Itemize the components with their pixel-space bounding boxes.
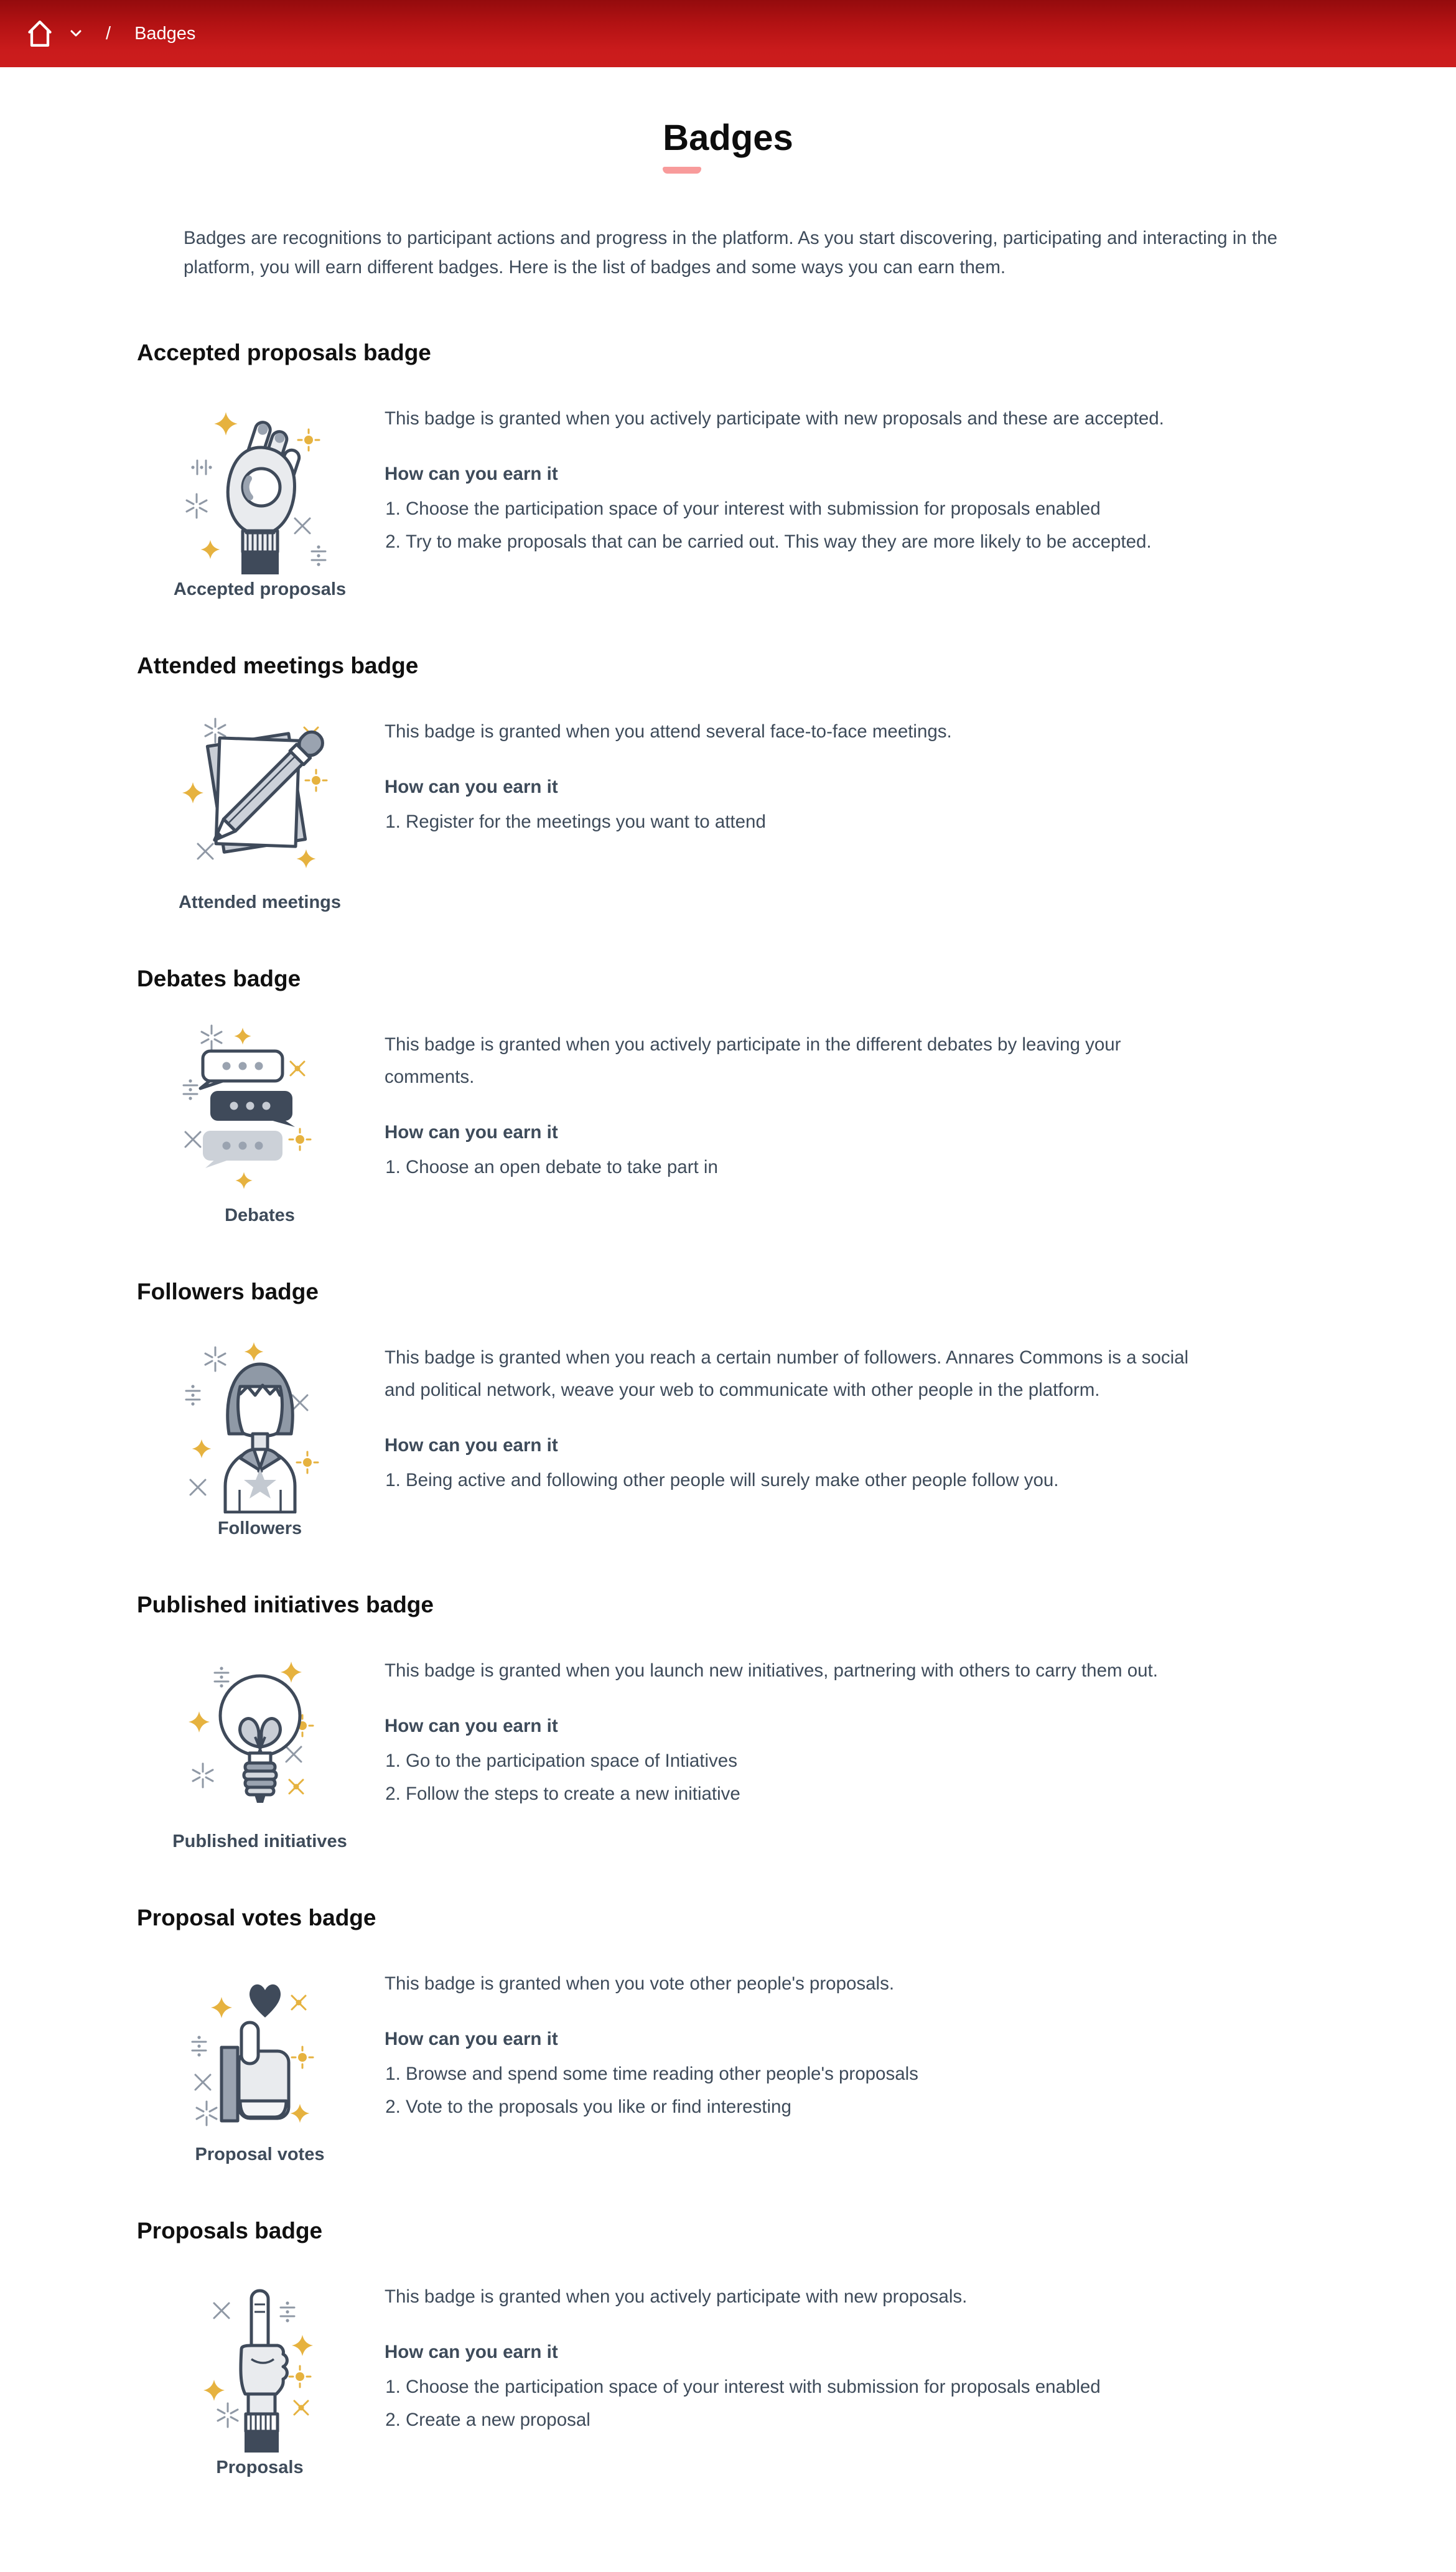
badge-description: This badge is granted when you actively participate with new proposals.	[385, 2286, 968, 2307]
badge-description: This badge is granted when you attend several face-to-face meetings.	[385, 721, 952, 742]
how-earn-title: How can you earn it	[385, 464, 558, 484]
badge-caption: Followers	[217, 1518, 302, 1538]
badge-section-attended-meetings	[0, 652, 1456, 913]
earn-step: 2. Vote to the proposals you like or find interesting	[406, 2093, 1212, 2121]
badge-section-proposal-votes	[0, 1904, 1456, 2165]
earn-steps	[385, 2060, 1212, 2121]
home-icon[interactable]	[25, 17, 55, 50]
papers-pencil-icon	[140, 701, 380, 887]
badge-section-heading: Proposal votes badge	[137, 1905, 376, 1930]
badge-caption: Published initiatives	[172, 1831, 347, 1851]
earn-step: 1. Choose an open debate to take part in	[406, 1153, 1212, 1182]
badge-description: This badge is granted when you launch new initiatives, partnering with others to carry them out.	[385, 1660, 1158, 1681]
badge-section-heading: Debates badge	[137, 966, 301, 991]
earn-steps	[385, 808, 1212, 836]
earn-step: 2. Follow the steps to create a new initiative	[406, 1780, 1212, 1808]
badge-description: This badge is granted when you actively participate with new proposals and these are accepted.	[385, 408, 1164, 429]
chevron-down-icon[interactable]	[70, 29, 82, 38]
how-earn-title: How can you earn it	[385, 1122, 558, 1143]
badge-section-heading: Attended meetings badge	[137, 653, 419, 678]
badge-caption: Proposals	[216, 2457, 304, 2477]
earn-step: 1. Browse and spend some time reading other people's proposals	[406, 2060, 1212, 2088]
badge-caption: Accepted proposals	[173, 579, 347, 599]
badge-description: This badge is granted when you vote other people's proposals.	[385, 1973, 895, 1994]
badge-section-proposals	[0, 2217, 1456, 2478]
how-earn-title: How can you earn it	[385, 777, 558, 797]
earn-step: 2. Try to make proposals that can be carried out. This way they are more likely to be accepted.	[406, 528, 1212, 556]
badge-description: This badge is granted when you reach a certain number of followers. Annares Commons is a social and political network, weave your web to communicate with other people in the platform.	[385, 1347, 1189, 1400]
breadcrumb-separator: /	[106, 23, 111, 44]
breadcrumb-current: Badges	[134, 23, 196, 44]
how-earn-title: How can you earn it	[385, 1716, 558, 1736]
earn-step: 1. Register for the meetings you want to attend	[406, 808, 1212, 836]
badge-section-heading: Proposals badge	[137, 2218, 323, 2243]
badge-section-heading: Followers badge	[137, 1279, 319, 1304]
badge-section-debates	[0, 965, 1456, 1226]
earn-step: 1. Being active and following other people will surely make other people follow you.	[406, 1466, 1212, 1495]
page-intro: Badges are recognitions to participant actions and progress in the platform. As you start discovering, participating and interacting in the platform, you will earn different badges. Here is the list of badges and some ways you can earn them.	[184, 228, 1277, 278]
earn-steps	[385, 1747, 1212, 1808]
person-avatar-icon	[140, 1327, 380, 1513]
badge-section-accepted-proposals	[0, 339, 1456, 600]
badge-caption: Debates	[225, 1205, 295, 1225]
badge-section-heading: Published initiatives badge	[137, 1592, 434, 1617]
earn-steps	[385, 495, 1212, 556]
earn-step: 1. Choose the participation space of your interest with submission for proposals enabled	[406, 2373, 1212, 2401]
ok-hand-icon	[140, 388, 380, 574]
badge-caption: Proposal votes	[195, 2144, 325, 2164]
badge-section-heading: Accepted proposals badge	[137, 340, 431, 365]
how-earn-title: How can you earn it	[385, 2342, 558, 2362]
page-title: Badges	[663, 119, 793, 174]
earn-step: 1. Go to the participation space of Intiatives	[406, 1747, 1212, 1775]
lightbulb-icon	[140, 1640, 380, 1826]
pointing-hand-icon	[140, 2266, 380, 2453]
breadcrumb	[25, 17, 195, 50]
earn-steps	[385, 2373, 1212, 2434]
badge-section-followers	[0, 1278, 1456, 1539]
badge-section-published-initiatives	[0, 1591, 1456, 1852]
speech-bubbles-icon	[140, 1014, 380, 1200]
badges-page	[0, 119, 1456, 2478]
earn-steps	[385, 1153, 1212, 1182]
earn-step: 2. Create a new proposal	[406, 2406, 1212, 2434]
thumbs-up-heart-icon	[140, 1953, 380, 2139]
badge-caption: Attended meetings	[178, 892, 342, 912]
badge-description: This badge is granted when you actively participate in the different debates by leaving your comments.	[385, 1034, 1121, 1087]
top-navigation-bar	[0, 0, 1456, 67]
how-earn-title: How can you earn it	[385, 1435, 558, 1456]
earn-step: 1. Choose the participation space of your interest with submission for proposals enabled	[406, 495, 1212, 523]
how-earn-title: How can you earn it	[385, 2029, 558, 2049]
earn-steps	[385, 1466, 1212, 1495]
